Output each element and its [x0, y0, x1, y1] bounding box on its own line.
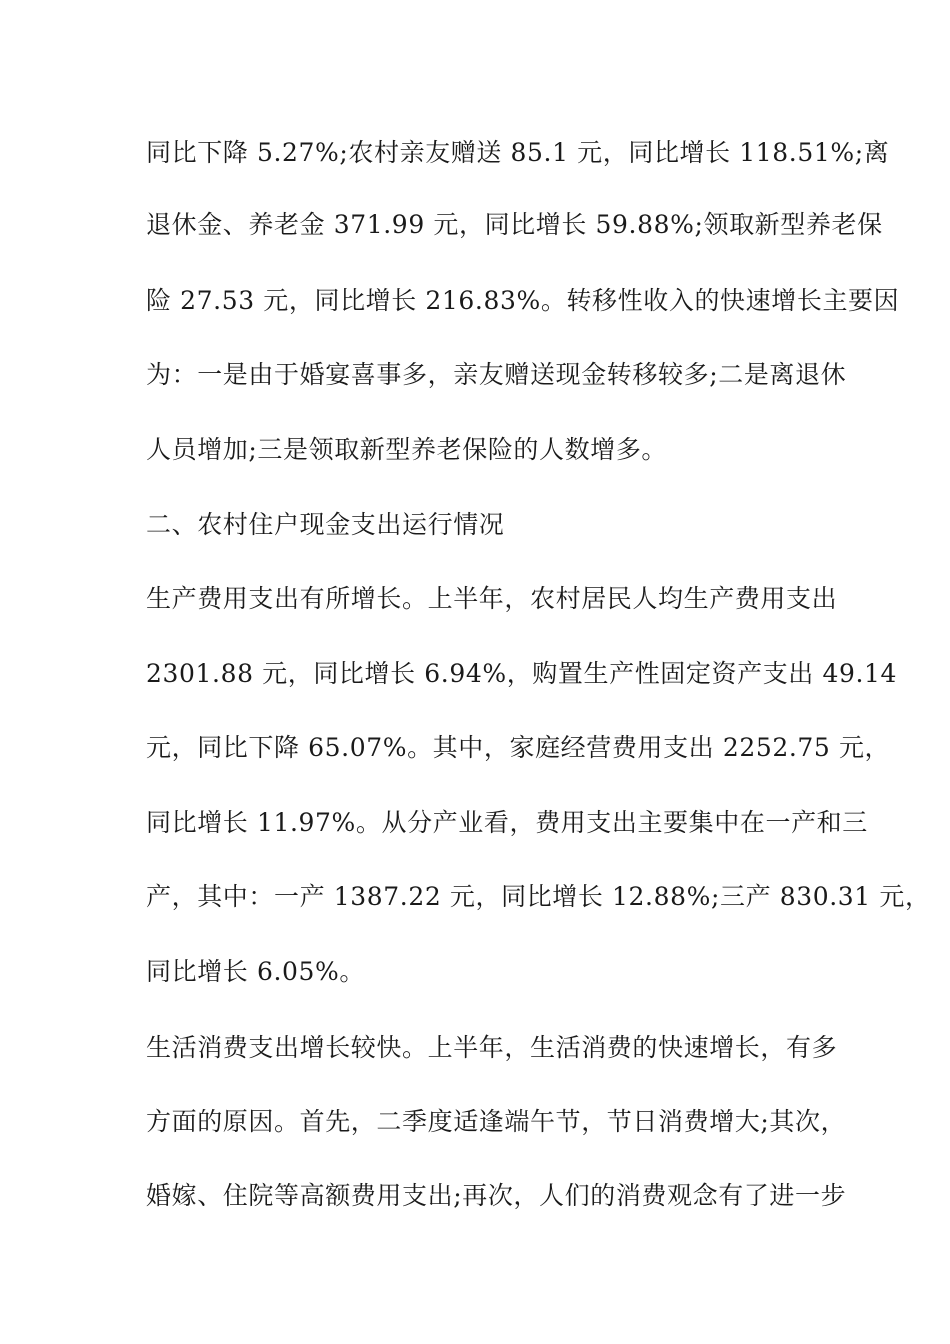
text-line: 产，其中：一产 1387.22 元，同比增长 12.88%;三产 830.31 元， — [146, 882, 931, 911]
text-line: 同比下降 5.27%;农村亲友赠送 85.1 元，同比增长 118.51%;离 — [146, 138, 890, 167]
text-line: 险 27.53 元，同比增长 216.83%。转移性收入的快速增长主要因 — [146, 286, 900, 315]
text-line: 为：一是由于婚宴喜事多，亲友赠送现金转移较多;二是离退休 — [146, 360, 847, 389]
text-line: 生活消费支出增长较快。上半年，生活消费的快速增长，有多 — [146, 1033, 838, 1062]
text-line: 同比增长 11.97%。从分产业看，费用支出主要集中在一产和三 — [146, 808, 868, 837]
text-line: 生产费用支出有所增长。上半年，农村居民人均生产费用支出 — [146, 584, 838, 613]
text-line: 人员增加;三是领取新型养老保险的人数增多。 — [146, 435, 668, 464]
text-line: 2301.88 元，同比增长 6.94%，购置生产性固定资产支出 49.14 — [146, 659, 898, 688]
text-line: 元，同比下降 65.07%。其中，家庭经营费用支出 2252.75 元， — [146, 733, 891, 762]
text-line: 同比增长 6.05%。 — [146, 957, 365, 986]
text-line: 婚嫁、住院等高额费用支出;再次，人们的消费观念有了进一步 — [146, 1181, 847, 1210]
section-heading: 二、农村住户现金支出运行情况 — [146, 510, 505, 539]
text-line: 退休金、养老金 371.99 元，同比增长 59.88%;领取新型养老保 — [146, 210, 883, 239]
text-line: 方面的原因。首先，二季度适逢端午节，节日消费增大;其次， — [146, 1107, 847, 1136]
